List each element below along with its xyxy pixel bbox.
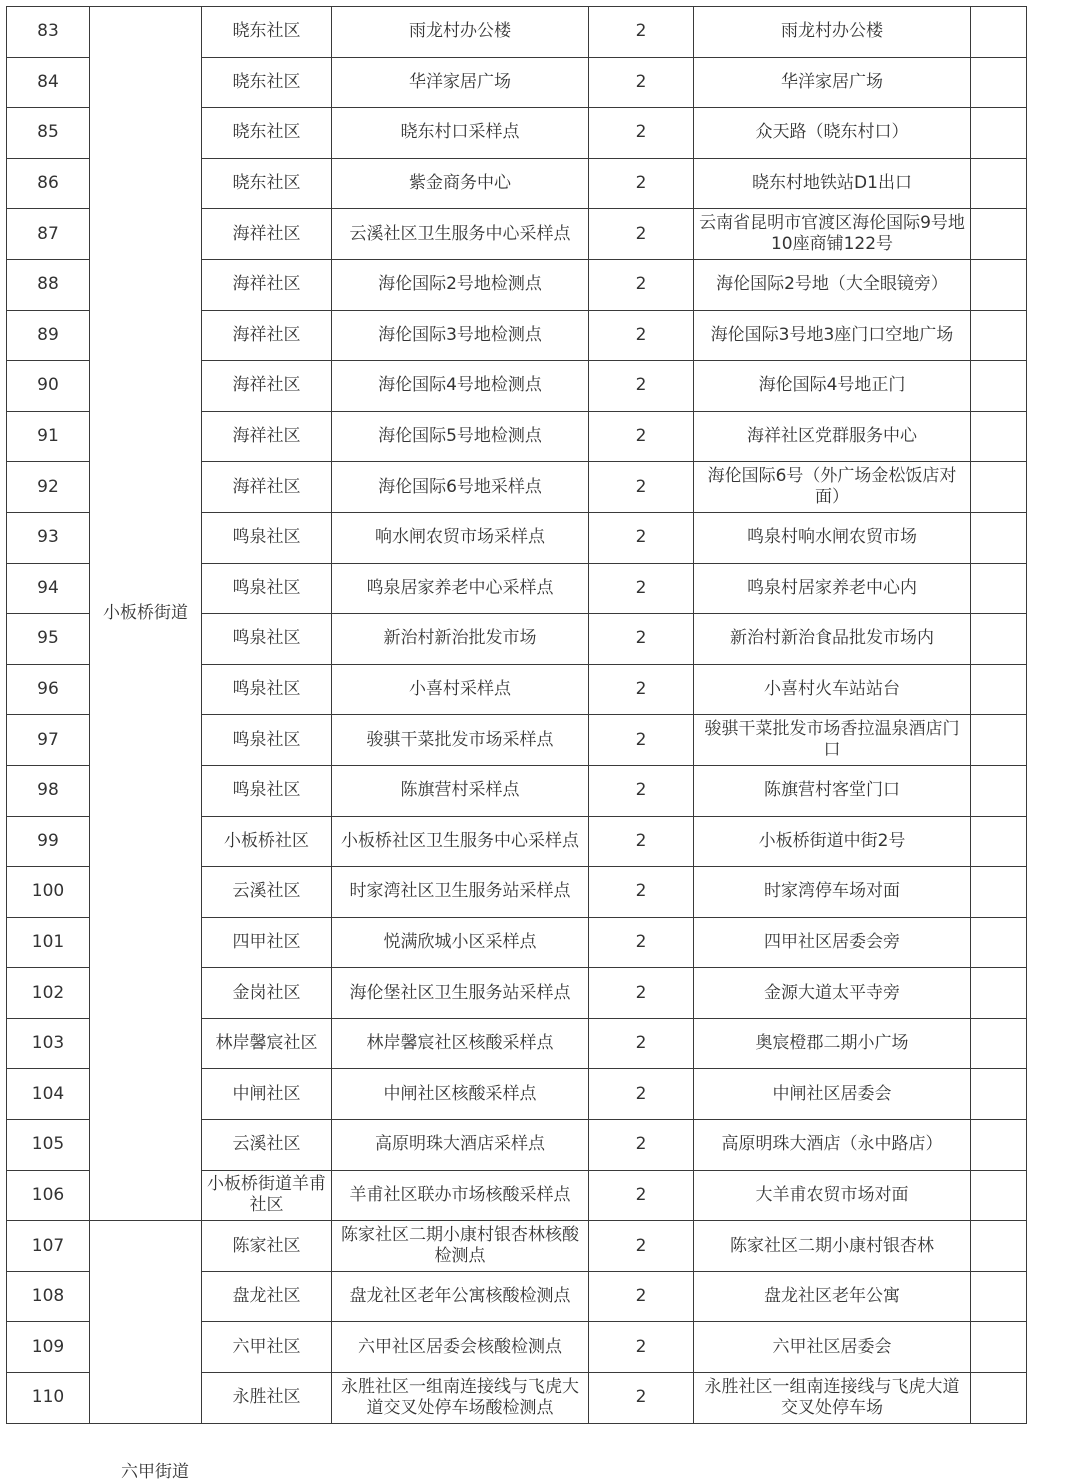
address-cell: 海祥社区党群服务中心 — [694, 411, 971, 462]
note-cell — [971, 310, 1027, 361]
community-cell: 林岸馨宸社区 — [202, 1018, 332, 1069]
site-name-cell: 小板桥社区卫生服务中心采样点 — [332, 816, 589, 867]
row-number: 97 — [7, 715, 90, 766]
row-number: 110 — [7, 1373, 90, 1424]
address-cell: 时家湾停车场对面 — [694, 867, 971, 918]
community-cell: 云溪社区 — [202, 867, 332, 918]
site-name-cell: 海伦堡社区卫生服务站采样点 — [332, 968, 589, 1019]
community-cell: 海祥社区 — [202, 209, 332, 260]
community-cell: 晓东社区 — [202, 108, 332, 159]
address-cell: 四甲社区居委会旁 — [694, 917, 971, 968]
note-cell — [971, 563, 1027, 614]
address-cell: 鸣泉村居家养老中心内 — [694, 563, 971, 614]
community-cell: 小板桥社区 — [202, 816, 332, 867]
device-count-cell: 2 — [589, 1322, 694, 1373]
site-name-cell: 六甲社区居委会核酸检测点 — [332, 1322, 589, 1373]
device-count-cell: 2 — [589, 1271, 694, 1322]
row-number: 107 — [7, 1221, 90, 1272]
address-cell: 中闸社区居委会 — [694, 1069, 971, 1120]
note-cell — [971, 411, 1027, 462]
device-count-cell: 2 — [589, 1170, 694, 1221]
table-row — [7, 1221, 1027, 1272]
device-count-cell: 2 — [589, 867, 694, 918]
site-name-cell: 海伦国际3号地检测点 — [332, 310, 589, 361]
note-cell — [971, 7, 1027, 58]
table-body — [7, 7, 1027, 1424]
note-cell — [971, 614, 1027, 665]
device-count-cell: 2 — [589, 1373, 694, 1424]
note-cell — [971, 715, 1027, 766]
site-name-cell: 陈家社区二期小康村银杏林核酸检测点 — [332, 1221, 589, 1272]
community-cell: 晓东社区 — [202, 57, 332, 108]
device-count-cell: 2 — [589, 108, 694, 159]
community-cell: 海祥社区 — [202, 310, 332, 361]
row-number: 95 — [7, 614, 90, 665]
row-number: 108 — [7, 1271, 90, 1322]
address-cell: 雨龙村办公楼 — [694, 7, 971, 58]
street-label-clipped: 六甲街道 — [121, 1462, 189, 1482]
note-cell — [971, 512, 1027, 563]
row-number: 91 — [7, 411, 90, 462]
row-number: 84 — [7, 57, 90, 108]
note-cell — [971, 968, 1027, 1019]
site-name-cell: 中闸社区核酸采样点 — [332, 1069, 589, 1120]
site-name-cell: 华洋家居广场 — [332, 57, 589, 108]
device-count-cell: 2 — [589, 310, 694, 361]
row-number: 86 — [7, 158, 90, 209]
note-cell — [971, 1018, 1027, 1069]
row-number: 104 — [7, 1069, 90, 1120]
address-cell: 鸣泉村响水闸农贸市场 — [694, 512, 971, 563]
note-cell — [971, 209, 1027, 260]
device-count-cell: 2 — [589, 715, 694, 766]
address-cell: 海伦国际6号（外广场金松饭店对面） — [694, 462, 971, 513]
site-name-cell: 新治村新治批发市场 — [332, 614, 589, 665]
device-count-cell: 2 — [589, 1069, 694, 1120]
device-count-cell: 2 — [589, 462, 694, 513]
note-cell — [971, 57, 1027, 108]
street-cell — [90, 1221, 202, 1423]
device-count-cell: 2 — [589, 209, 694, 260]
community-cell: 鸣泉社区 — [202, 512, 332, 563]
row-number: 100 — [7, 867, 90, 918]
community-cell: 小板桥街道羊甫社区 — [202, 1170, 332, 1221]
row-number: 98 — [7, 765, 90, 816]
address-cell: 盘龙社区老年公寓 — [694, 1271, 971, 1322]
site-name-cell: 时家湾社区卫生服务站采样点 — [332, 867, 589, 918]
note-cell — [971, 1373, 1027, 1424]
device-count-cell: 2 — [589, 361, 694, 412]
site-name-cell: 高原明珠大酒店采样点 — [332, 1120, 589, 1171]
row-number: 109 — [7, 1322, 90, 1373]
community-cell: 云溪社区 — [202, 1120, 332, 1171]
site-name-cell: 悦满欣城小区采样点 — [332, 917, 589, 968]
address-cell: 华洋家居广场 — [694, 57, 971, 108]
device-count-cell: 2 — [589, 512, 694, 563]
community-cell: 永胜社区 — [202, 1373, 332, 1424]
address-cell: 骏骐干菜批发市场香拉温泉酒店门口 — [694, 715, 971, 766]
address-cell: 金源大道太平寺旁 — [694, 968, 971, 1019]
address-cell: 永胜社区一组南连接线与飞虎大道交叉处停车场 — [694, 1373, 971, 1424]
community-cell: 金岗社区 — [202, 968, 332, 1019]
address-cell: 小喜村火车站站台 — [694, 664, 971, 715]
row-number: 87 — [7, 209, 90, 260]
site-name-cell: 海伦国际4号地检测点 — [332, 361, 589, 412]
row-number: 101 — [7, 917, 90, 968]
note-cell — [971, 765, 1027, 816]
community-cell: 海祥社区 — [202, 462, 332, 513]
note-cell — [971, 361, 1027, 412]
row-number: 106 — [7, 1170, 90, 1221]
row-number: 90 — [7, 361, 90, 412]
site-name-cell: 永胜社区一组南连接线与飞虎大道交叉处停车场酸检测点 — [332, 1373, 589, 1424]
community-cell: 鸣泉社区 — [202, 614, 332, 665]
community-cell: 海祥社区 — [202, 411, 332, 462]
sampling-sites-table — [6, 6, 1027, 1424]
address-cell: 海伦国际4号地正门 — [694, 361, 971, 412]
community-cell: 晓东社区 — [202, 7, 332, 58]
note-cell — [971, 1069, 1027, 1120]
site-name-cell: 陈旗营村采样点 — [332, 765, 589, 816]
row-number: 88 — [7, 259, 90, 310]
device-count-cell: 2 — [589, 917, 694, 968]
community-cell: 六甲社区 — [202, 1322, 332, 1373]
community-cell: 鸣泉社区 — [202, 664, 332, 715]
row-number: 93 — [7, 512, 90, 563]
note-cell — [971, 867, 1027, 918]
device-count-cell: 2 — [589, 968, 694, 1019]
site-name-cell: 小喜村采样点 — [332, 664, 589, 715]
community-cell: 四甲社区 — [202, 917, 332, 968]
community-cell: 晓东社区 — [202, 158, 332, 209]
row-number: 105 — [7, 1120, 90, 1171]
device-count-cell: 2 — [589, 57, 694, 108]
device-count-cell: 2 — [589, 664, 694, 715]
community-cell: 鸣泉社区 — [202, 715, 332, 766]
note-cell — [971, 816, 1027, 867]
row-number: 102 — [7, 968, 90, 1019]
row-number: 85 — [7, 108, 90, 159]
street-cell: 小板桥街道 — [90, 7, 202, 1221]
device-count-cell: 2 — [589, 1018, 694, 1069]
address-cell: 高原明珠大酒店（永中路店） — [694, 1120, 971, 1171]
note-cell — [971, 1221, 1027, 1272]
device-count-cell: 2 — [589, 1221, 694, 1272]
community-cell: 鸣泉社区 — [202, 765, 332, 816]
community-cell: 中闸社区 — [202, 1069, 332, 1120]
device-count-cell: 2 — [589, 816, 694, 867]
address-cell: 小板桥街道中街2号 — [694, 816, 971, 867]
device-count-cell: 2 — [589, 1120, 694, 1171]
note-cell — [971, 259, 1027, 310]
address-cell: 奥宸橙郡二期小广场 — [694, 1018, 971, 1069]
site-name-cell: 海伦国际6号地采样点 — [332, 462, 589, 513]
device-count-cell: 2 — [589, 563, 694, 614]
community-cell: 海祥社区 — [202, 361, 332, 412]
site-name-cell: 紫金商务中心 — [332, 158, 589, 209]
row-number: 92 — [7, 462, 90, 513]
address-cell: 六甲社区居委会 — [694, 1322, 971, 1373]
community-cell: 陈家社区 — [202, 1221, 332, 1272]
note-cell — [971, 1170, 1027, 1221]
address-cell: 云南省昆明市官渡区海伦国际9号地10座商铺122号 — [694, 209, 971, 260]
site-name-cell: 海伦国际2号地检测点 — [332, 259, 589, 310]
device-count-cell: 2 — [589, 158, 694, 209]
address-cell: 海伦国际2号地（大全眼镜旁） — [694, 259, 971, 310]
device-count-cell: 2 — [589, 7, 694, 58]
device-count-cell: 2 — [589, 411, 694, 462]
site-name-cell: 鸣泉居家养老中心采样点 — [332, 563, 589, 614]
note-cell — [971, 1271, 1027, 1322]
community-cell: 鸣泉社区 — [202, 563, 332, 614]
address-cell: 海伦国际3号地3座门口空地广场 — [694, 310, 971, 361]
device-count-cell: 2 — [589, 259, 694, 310]
note-cell — [971, 462, 1027, 513]
site-name-cell: 响水闸农贸市场采样点 — [332, 512, 589, 563]
row-number: 94 — [7, 563, 90, 614]
device-count-cell: 2 — [589, 614, 694, 665]
table-row — [7, 7, 1027, 58]
note-cell — [971, 1322, 1027, 1373]
address-cell: 陈旗营村客堂门口 — [694, 765, 971, 816]
community-cell: 盘龙社区 — [202, 1271, 332, 1322]
site-name-cell: 海伦国际5号地检测点 — [332, 411, 589, 462]
address-cell: 大羊甫农贸市场对面 — [694, 1170, 971, 1221]
note-cell — [971, 917, 1027, 968]
address-cell: 新治村新治食品批发市场内 — [694, 614, 971, 665]
device-count-cell: 2 — [589, 765, 694, 816]
site-name-cell: 雨龙村办公楼 — [332, 7, 589, 58]
note-cell — [971, 158, 1027, 209]
community-cell: 海祥社区 — [202, 259, 332, 310]
site-name-cell: 骏骐干菜批发市场采样点 — [332, 715, 589, 766]
note-cell — [971, 108, 1027, 159]
row-number: 89 — [7, 310, 90, 361]
site-name-cell: 盘龙社区老年公寓核酸检测点 — [332, 1271, 589, 1322]
site-name-cell: 云溪社区卫生服务中心采样点 — [332, 209, 589, 260]
address-cell: 众天路（晓东村口） — [694, 108, 971, 159]
note-cell — [971, 1120, 1027, 1171]
row-number: 83 — [7, 7, 90, 58]
row-number: 103 — [7, 1018, 90, 1069]
row-number: 96 — [7, 664, 90, 715]
note-cell — [971, 664, 1027, 715]
site-name-cell: 羊甫社区联办市场核酸采样点 — [332, 1170, 589, 1221]
address-cell: 晓东村地铁站D1出口 — [694, 158, 971, 209]
site-name-cell: 晓东村口采样点 — [332, 108, 589, 159]
row-number: 99 — [7, 816, 90, 867]
site-name-cell: 林岸馨宸社区核酸采样点 — [332, 1018, 589, 1069]
address-cell: 陈家社区二期小康村银杏林 — [694, 1221, 971, 1272]
